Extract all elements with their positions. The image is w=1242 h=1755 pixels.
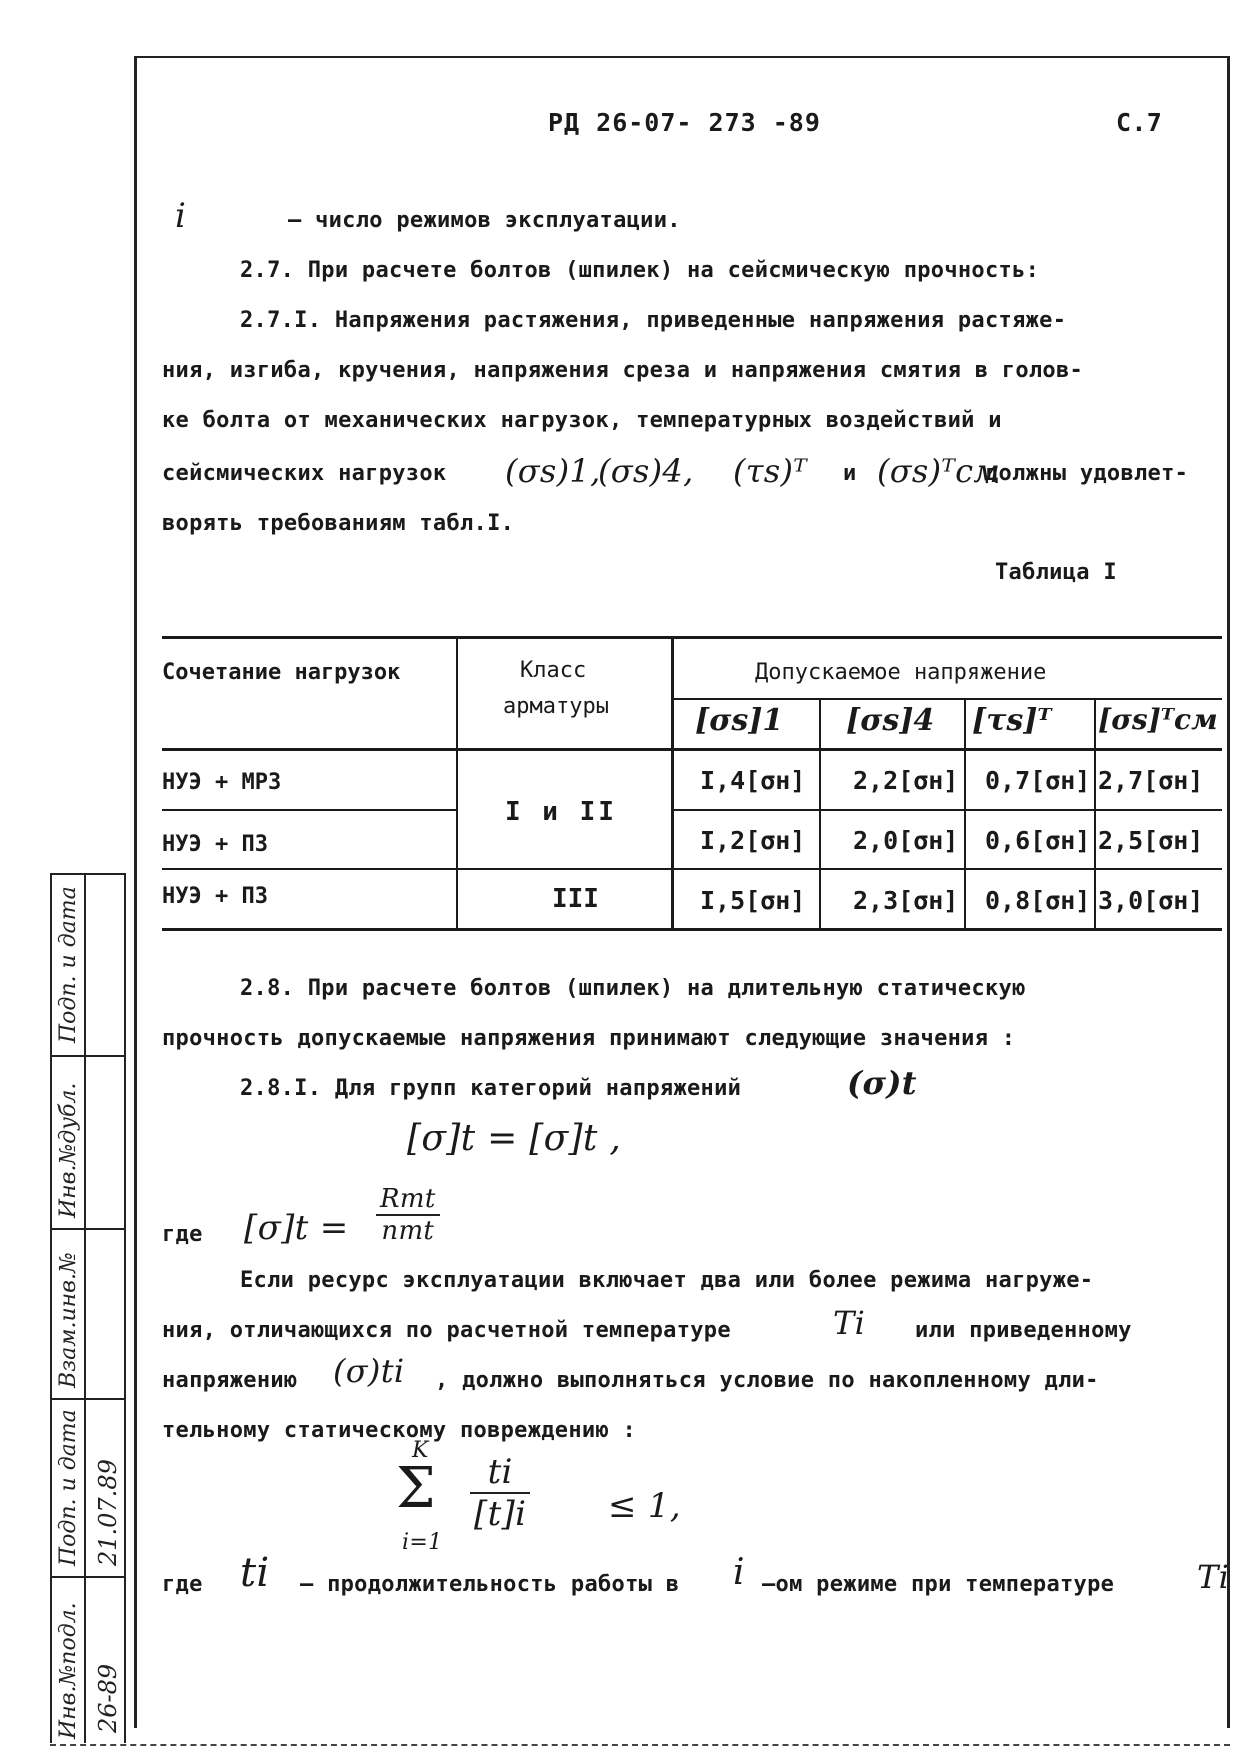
formula-fraction [376,1184,440,1246]
bottom-cut-line [50,1744,1230,1746]
para-2-7-1-line4: сейсмических нагрузок [162,461,447,486]
para-2-7-1-line5: ворять требованиям табл.I. [162,511,515,536]
where2-text: – продолжительность работы в [300,1572,680,1597]
para-2-7-1-line3: ке болта от механических нагрузок, температурных воздействий и [162,408,1002,433]
table-row-line-right [672,809,1222,811]
para-2-8-line2: прочность допускаемые напряжения принимают следующие значения : [162,1026,1016,1051]
stamp-line-3 [50,1228,126,1230]
r2c1: I,2[σн] [700,826,806,855]
symbol-Ti: Ti [833,1304,866,1342]
r2c4: 2,5[σн] [1098,826,1204,855]
r1c1: I,4[σн] [700,766,806,795]
para-2-7: 2.7. При расчете болтов (шпилек) на сейсмическую прочность: [240,258,1040,283]
r3c2: 2,3[σн] [853,886,959,915]
class-1-2: I и II [505,797,617,827]
row1-load: НУЭ + МРЗ [162,770,282,795]
fraction-denominator: nmt [381,1216,435,1246]
table-caption: Таблица I [995,560,1117,585]
para-2-7-1-line4-end: должны удовлет- [985,461,1189,486]
table-header-bottom [162,748,1222,751]
th-sigma-s4: [σs]4 [846,703,935,738]
where2-text2: –ом режиме при температуре [762,1572,1115,1597]
sum-rhs: ≤ 1, [608,1486,681,1526]
para-2-7-1-line2: ния, изгиба, кручения, напряжения среза и напряжения смятия в голов- [162,358,1084,383]
stamp-line-1 [50,873,126,875]
intro-text: – число режимов эксплуатации. [288,208,681,233]
r1c2: 2,2[σн] [853,766,959,795]
document-number: РД 26-07- 273 -89 [548,108,821,137]
stamp-divider [84,873,86,1743]
formula-sigma-s-cm: (σs)ᵀсм [877,452,1001,490]
para-2-8-1: 2.8.I. Для групп категорий напряжений [240,1076,742,1101]
stamp-line-5 [50,1576,126,1578]
formula-lhs: [σ]t = [244,1208,349,1248]
symbol-Ti-end: Ti [1197,1558,1230,1596]
sigma-t-symbol: (σ)t [847,1064,917,1102]
para-resource-line2a: ния, отличающихся по расчетной температуре [162,1318,731,1343]
stamp-sign-date-2: Подп. и дата [56,1409,81,1566]
conjunction-and: и [843,461,857,486]
symbol-ti: ti [240,1550,270,1596]
th-load-combination: Сочетание нагрузок [162,660,401,685]
th-sigma-s1: [σs]1 [695,703,784,738]
stamp-replace-inv: Взам.инв.№ [56,1252,81,1388]
r2c3: 0,6[σн] [985,826,1091,855]
th-class-line1: Класс [520,658,587,683]
para-2-8-line1: 2.8. При расчете болтов (шпилек) на длительную статическую [240,976,1026,1001]
stamp-orig-inv-value: 26-89 [94,1663,122,1733]
r3c4: 3,0[σн] [1098,886,1204,915]
class-3: III [552,884,599,914]
r3c1: I,5[σн] [700,886,806,915]
para-resource-line1: Если ресурс эксплуатации включает два или более режима нагруже- [240,1268,1094,1293]
table-subheader-line [672,698,1222,700]
sum-upper-limit: K [412,1438,429,1463]
stamp-date-value: 21.07.89 [94,1459,122,1566]
table-col-line-5 [1094,698,1096,930]
intro-symbol: i [175,196,187,236]
r3c3: 0,8[σн] [985,886,1091,915]
table-bottom-border [162,928,1222,931]
binding-stamp [50,873,126,1743]
symbol-i: i [733,1552,745,1593]
r2c2: 2,0[σн] [853,826,959,855]
row2-load: НУЭ + ПЗ [162,832,268,857]
where-label-2: где [162,1572,203,1597]
sum-sign: Σ [396,1456,436,1521]
table-row-line-left [162,809,456,811]
formula-tau-s: (τs)ᵀ [733,452,808,490]
para-resource-line3b: , должно выполняться условие по накопленному дли- [435,1368,1099,1393]
fraction-numerator: Rmt [376,1184,440,1216]
where-label-1: где [162,1222,203,1247]
sum-numerator: ti [470,1452,530,1494]
row3-load: НУЭ + ПЗ [162,884,268,909]
stamp-border-right [124,873,126,1743]
formula-sigma-s4: (σs)4, [598,452,694,490]
para-resource-line4: тельному статическому повреждению : [162,1418,637,1443]
table-row-line-full [162,868,1222,870]
th-sigma-s-cm: [σs]ᵀсм [1098,703,1218,736]
para-resource-line2b: или приведенному [915,1318,1132,1343]
table-col-line-3 [819,698,821,930]
th-allowed-stress: Допускаемое напряжение [755,660,1047,685]
stamp-orig-inv: Инв.№подл. [56,1602,81,1739]
sum-fraction [470,1452,530,1534]
r1c3: 0,7[σн] [985,766,1091,795]
stamp-line-4 [50,1398,126,1400]
para-2-7-1-line1: 2.7.I. Напряжения растяжения, приведенные напряжения растяже- [240,308,1067,333]
table-top-border [162,636,1222,639]
stamp-line-2 [50,1055,126,1057]
stamp-border-left [50,873,52,1743]
sum-lower-limit: i=1 [402,1530,443,1555]
stamp-sign-date-1: Подп. и дата [56,886,81,1043]
table-col-line-1 [456,636,458,930]
page-number: С.7 [1116,108,1163,137]
r1c4: 2,7[σн] [1098,766,1204,795]
table-col-line-4 [964,698,966,930]
stamp-dup-inv: Инв.№дубл. [56,1082,81,1218]
th-class-line2: арматуры [503,694,609,719]
para-resource-line3a: напряжению [162,1368,298,1393]
th-tau-s: [τs]ᵀ [972,703,1052,738]
table-col-line-2 [671,636,674,930]
sum-denominator: [t]i [474,1494,527,1534]
symbol-sigma-ti: (σ)ti [333,1352,405,1390]
formula-sigma-s1: (σs)1, [505,452,601,490]
formula-equal-limit: [σ]t = [σ]t , [407,1118,622,1159]
